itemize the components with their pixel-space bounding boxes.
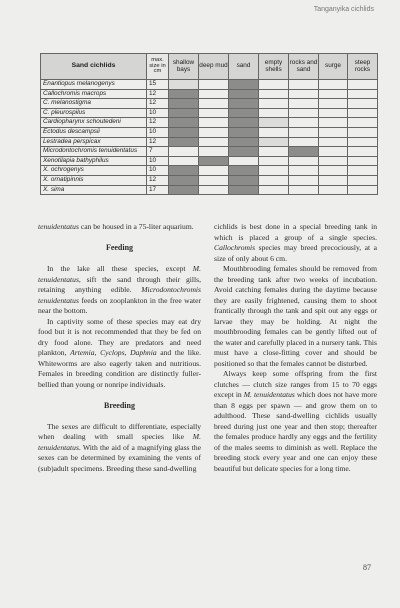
habitat-cell <box>319 175 348 185</box>
habitat-cell <box>319 99 348 109</box>
habitat-cell <box>319 166 348 176</box>
habitat-cell <box>289 137 319 147</box>
header-empty-shells: empty shells <box>259 54 289 80</box>
habitat-cell <box>199 127 229 137</box>
header-deep-mud: deep mud <box>199 54 229 80</box>
habitat-cell <box>348 175 378 185</box>
habitat-cell <box>199 108 229 118</box>
habitat-cell <box>229 99 259 109</box>
habitat-cell <box>169 80 199 90</box>
habitat-cell <box>319 108 348 118</box>
species-name-cell: Enantiopus melanogenys <box>41 80 147 90</box>
species-name-cell: Lestradea perspicax <box>41 137 147 147</box>
table-row <box>41 147 378 157</box>
header-species: Sand cichlids <box>41 54 147 80</box>
habitat-cell <box>289 185 319 195</box>
running-head: Tanganyika cichlids <box>313 6 374 13</box>
header-rocks-and-sand: rocks and sand <box>289 54 319 80</box>
species-name-cell: Cardiopharynx schoutedeni <box>41 118 147 128</box>
species-name-cell: Callochromis macrops <box>41 89 147 99</box>
habitat-cell <box>229 175 259 185</box>
habitat-cell <box>259 80 289 90</box>
habitat-cell <box>259 156 289 166</box>
habitat-cell <box>259 89 289 99</box>
species-name-cell: X. sima <box>41 185 147 195</box>
species-name-cell: Xenotilapia bathyphilus <box>41 156 147 166</box>
table-body <box>41 80 378 195</box>
heading-feeding: Feeding <box>105 243 134 252</box>
header-surge: surge <box>319 54 348 80</box>
habitat-cell <box>199 156 229 166</box>
table-row <box>41 118 378 128</box>
habitat-cell <box>229 147 259 157</box>
habitat-cell <box>348 147 378 157</box>
habitat-cell <box>319 127 348 137</box>
habitat-cell <box>289 156 319 166</box>
habitat-cell <box>199 118 229 128</box>
species-name-cell: Ectodus descampsii <box>41 127 147 137</box>
habitat-cell <box>259 99 289 109</box>
habitat-cell <box>229 127 259 137</box>
habitat-cell <box>319 118 348 128</box>
habitat-cell <box>169 147 199 157</box>
paragraph-feeding-2: In captivity some of these species may eat dry food but it is not recommended that they be fed on dry food alone. They are predators and need plankton, Artemia, Cyclops, Daphnia and the like. Whiteworms are also eagerly taken and nutritious. Females in breeding condition are distinctly fuller-bellied than young or nonripe individuals. <box>38 316 202 389</box>
habitat-cell <box>289 89 319 99</box>
species-name-cell: Microdontochromis tenuidentatus <box>41 147 147 157</box>
habitat-cell <box>289 175 319 185</box>
habitat-cell <box>199 137 229 147</box>
table-row <box>41 185 378 195</box>
habitat-cell <box>199 80 229 90</box>
habitat-cell <box>229 89 259 99</box>
table-row <box>41 175 378 185</box>
habitat-table <box>40 53 378 195</box>
habitat-cell <box>259 147 289 157</box>
table-row <box>41 137 378 147</box>
species-name-cell: C. melanostigma <box>41 99 147 109</box>
habitat-cell <box>229 166 259 176</box>
max-size-cell: 10 <box>147 156 169 166</box>
habitat-cell <box>348 127 378 137</box>
habitat-cell <box>199 89 229 99</box>
habitat-cell <box>169 108 199 118</box>
habitat-cell <box>259 166 289 176</box>
habitat-cell <box>289 99 319 109</box>
table-row <box>41 80 378 90</box>
max-size-cell: 12 <box>147 137 169 147</box>
habitat-cell <box>169 185 199 195</box>
table-row <box>41 127 378 137</box>
max-size-cell: 12 <box>147 99 169 109</box>
habitat-cell <box>259 108 289 118</box>
habitat-cell <box>289 118 319 128</box>
habitat-cell <box>319 137 348 147</box>
habitat-cell <box>169 89 199 99</box>
habitat-cell <box>259 118 289 128</box>
max-size-cell: 17 <box>147 185 169 195</box>
species-name-cell: C. pleurospilus <box>41 108 147 118</box>
habitat-cell <box>259 127 289 137</box>
paragraph-intro: tenuidentatus can be housed in a 75-liter aquarium. <box>38 222 194 231</box>
max-size-cell: 12 <box>147 175 169 185</box>
habitat-cell <box>319 185 348 195</box>
paragraph-offspring: Always keep some offspring from the first clutches — clutch size ranges from 15 to 70 eggs except in M. tenuidentatus which does not have more than 8 eggs per spawn — and grow them on to adulthood. These sand-dwelling cichlids usually breed during just one year and then stop; thereafter the females produce hardly any eggs and the fertility of the males seems to diminish as well. Replace the breeding stock every year and one can enjoy these beautiful but delicate species for a long time. <box>214 369 377 473</box>
paragraph-breeding-1: The sexes are difficult to differentiate, especially when dealing with small species like M. tenuidentatus. With the aid of a magnifying glass the sexes can be determined by examining the vents of (sub)adult specimens. Breeding these sand-dwelling <box>38 421 201 473</box>
max-size-cell: 7 <box>147 147 169 157</box>
habitat-cell <box>348 166 378 176</box>
habitat-cell <box>229 118 259 128</box>
right-text-column <box>214 222 377 474</box>
habitat-cell <box>348 80 378 90</box>
habitat-cell <box>169 127 199 137</box>
habitat-cell <box>319 147 348 157</box>
table-row <box>41 156 378 166</box>
header-max-size: max. size in cm <box>147 54 169 80</box>
habitat-cell <box>348 185 378 195</box>
habitat-cell <box>169 99 199 109</box>
habitat-cell <box>199 147 229 157</box>
habitat-cell <box>319 80 348 90</box>
habitat-cell <box>259 175 289 185</box>
habitat-cell <box>348 108 378 118</box>
table-row <box>41 89 378 99</box>
paragraph-breeding-cont: cichlids is best done in a special breeding tank in which is placed a group of a single species. Callochromis species may breed precociously, at a size of only about 6 cm. <box>214 222 377 263</box>
habitat-cell <box>259 137 289 147</box>
habitat-cell <box>348 89 378 99</box>
habitat-cell <box>229 80 259 90</box>
habitat-cell <box>289 166 319 176</box>
habitat-cell <box>229 137 259 147</box>
habitat-cell <box>348 118 378 128</box>
header-steep-rocks: steep rocks <box>348 54 378 80</box>
habitat-cell <box>199 175 229 185</box>
max-size-cell: 12 <box>147 118 169 128</box>
habitat-cell <box>199 185 229 195</box>
habitat-cell <box>348 99 378 109</box>
max-size-cell: 15 <box>147 80 169 90</box>
max-size-cell: 10 <box>147 108 169 118</box>
heading-breeding: Breeding <box>104 400 135 410</box>
habitat-cell <box>289 80 319 90</box>
habitat-cell <box>289 147 319 157</box>
habitat-cell <box>169 118 199 128</box>
habitat-cell <box>319 89 348 99</box>
habitat-cell <box>348 156 378 166</box>
habitat-cell <box>169 137 199 147</box>
habitat-cell <box>199 99 229 109</box>
table-row <box>41 166 378 176</box>
max-size-cell: 12 <box>147 89 169 99</box>
header-sand: sand <box>229 54 259 80</box>
species-name-cell: X. ornatipinnis <box>41 175 147 185</box>
habitat-cell <box>319 156 348 166</box>
habitat-cell <box>169 175 199 185</box>
habitat-cell <box>229 156 259 166</box>
habitat-cell <box>169 156 199 166</box>
table-row <box>41 108 378 118</box>
paragraph-mouthbrooding: Mouthbrooding females should be removed from the breeding tank after two weeks of incubation. Avoid catching females during the daytime because they are easily frightened, causing them to shoot frantically through the tank and spit out any eggs or larvae they may be holding. At night the mouthbrooding females can be gently lifted out of the water and carefully placed in a nursery tank. This must have a close-fitting cover and should be positioned so that the females cannot be disturbed. <box>214 264 377 368</box>
page-number: 87 <box>363 563 371 572</box>
habitat-cell <box>229 108 259 118</box>
habitat-cell <box>348 137 378 147</box>
left-text-column <box>38 222 201 474</box>
table-row <box>41 99 378 109</box>
species-name-cell: X. ochrogenys <box>41 166 147 176</box>
habitat-cell <box>169 166 199 176</box>
header-shallow-bays: shallow bays <box>169 54 199 80</box>
max-size-cell: 10 <box>147 127 169 137</box>
max-size-cell: 10 <box>147 166 169 176</box>
paragraph-feeding-1: In the lake all these species, except M. tenuidentatus, sift the sand through their gills, retaining anything edible. Microdontochromis tenuidentatus feeds on zooplankton in the free water near the bottom. <box>38 264 201 315</box>
habitat-cell <box>199 166 229 176</box>
table-header-row <box>41 54 378 80</box>
habitat-cell <box>229 185 259 195</box>
habitat-cell <box>289 108 319 118</box>
habitat-cell <box>259 185 289 195</box>
habitat-cell <box>289 127 319 137</box>
